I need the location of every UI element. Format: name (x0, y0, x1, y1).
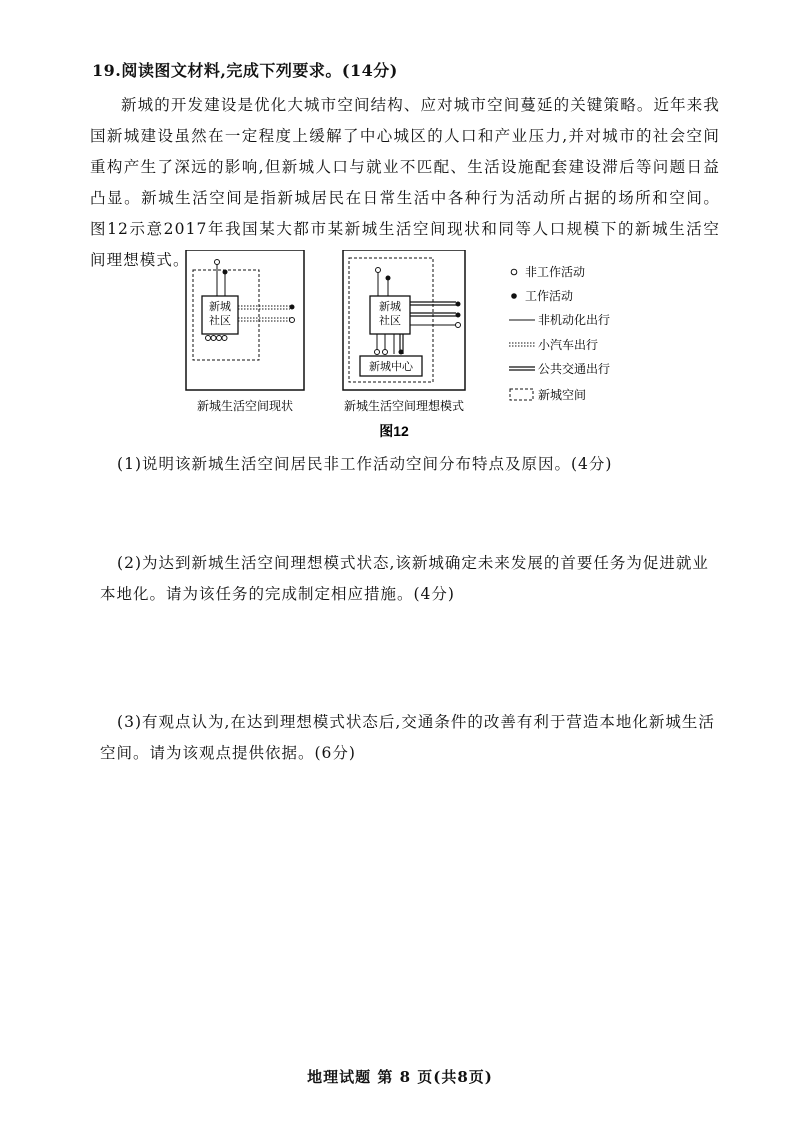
question-title: 19.阅读图文材料,完成下列要求。(14分) (92, 61, 398, 80)
legend-public: 公共交通出行 (538, 362, 611, 376)
legend-non-work-icon (511, 269, 517, 275)
legend (509, 264, 610, 402)
community-label-2: 社区 (209, 315, 231, 327)
figure-12 (180, 250, 640, 450)
right-diagram-caption: 新城生活空间理想模式 (343, 399, 465, 413)
legend-work-icon (511, 293, 517, 299)
left-diagram-caption: 新城生活空间现状 (196, 399, 294, 413)
diagram-current (186, 250, 304, 413)
material-paragraph: 新城的开发建设是优化大城市空间结构、应对城市空间蔓延的关键策略。近年来我国新城建设虽然在一定程度上缓解了中心城区的人口和产业压力,并对城市的社会空间重构产生了深远的影响,但新城人口与就业不匹配、生活设施配套建设滞后等问题日益凸显。新城生活空间是指新城居民在日常生活中各种行为活动所占据的场所和空间。图12示意2017年我国某大都市某新城生活空间现状和同等人口规模下的新城生活空间理想模式。 (90, 96, 720, 269)
sub-question-2: (2)为达到新城生活空间理想模式状态,该新城确定未来发展的首要任务为促进就业本地化。请为该任务的完成制定相应措施。(4分) (100, 554, 709, 603)
center-label: 新城中心 (369, 361, 413, 373)
page-footer: 地理试题 第 8 页(共8页) (307, 1068, 493, 1086)
diagram-ideal (343, 250, 465, 413)
sub-question-3: (3)有观点认为,在达到理想模式状态后,交通条件的改善有利于营造本地化新城生活空间。请为该观点提供依据。(6分) (100, 713, 715, 762)
sub-question-1: (1)说明该新城生活空间居民非工作活动空间分布特点及原因。(4分) (117, 455, 613, 473)
figure-caption: 图12 (379, 423, 409, 439)
legend-space-icon (510, 389, 533, 400)
legend-space: 新城空间 (538, 388, 587, 402)
community-label-1: 新城 (379, 301, 401, 313)
legend-non-work: 非工作活动 (525, 265, 586, 279)
legend-nonmotor: 非机动化出行 (538, 313, 611, 327)
legend-work: 工作活动 (525, 289, 574, 303)
legend-car: 小汽车出行 (538, 338, 599, 352)
community-label-1: 新城 (209, 301, 231, 313)
community-label-2: 社区 (379, 315, 401, 327)
